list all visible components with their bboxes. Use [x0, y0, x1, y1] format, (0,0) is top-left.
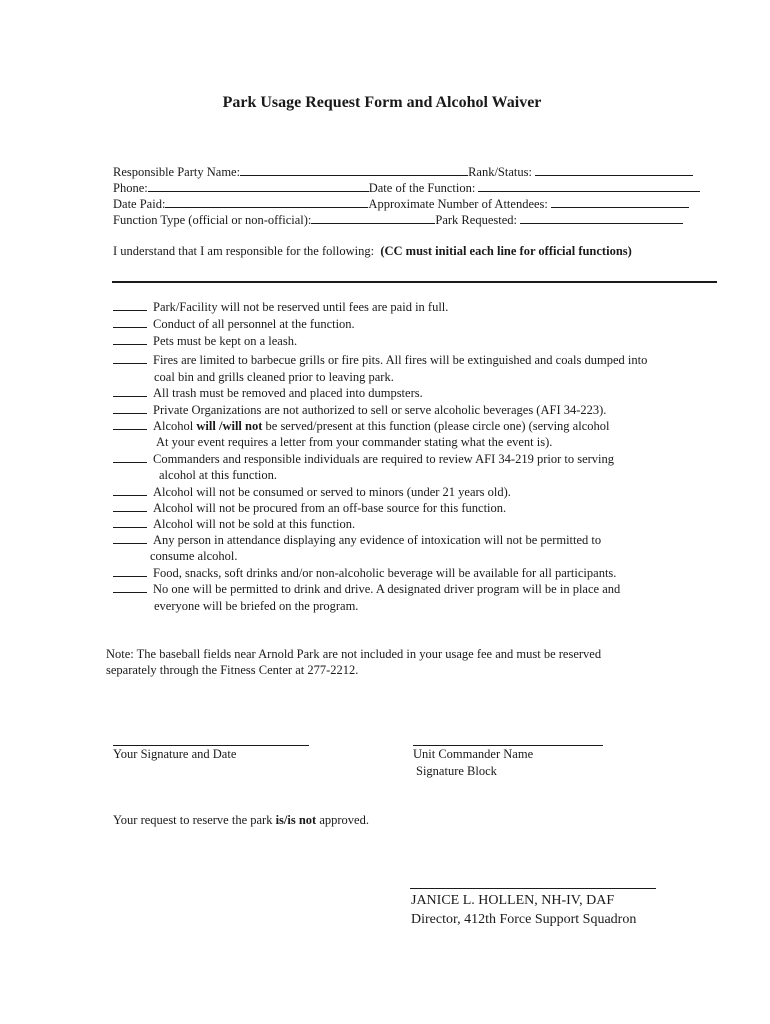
understand-note: (CC must initial each line for official functions)	[380, 244, 632, 258]
list-item-continuation: alcohol at this function.	[159, 468, 278, 482]
divider-rule	[112, 281, 717, 283]
initial-blank[interactable]	[113, 484, 147, 496]
initial-blank[interactable]	[113, 316, 147, 328]
date-function-label: Date of the Function:	[368, 181, 476, 195]
rank-status-label: Rank/Status:	[468, 165, 532, 179]
alcohol-will-will-not-choice[interactable]: will /will not	[196, 419, 263, 433]
list-item: Fires are limited to barbecue grills or fire pits. All fires will be extinguished and coals dumped into	[113, 352, 647, 368]
list-item: Alcohol will not be procured from an off-base source for this function.	[113, 500, 506, 516]
field-row-function-type	[113, 211, 683, 228]
approval-statement: Your request to reserve the park is/is not approved.	[113, 813, 369, 827]
list-item: Alcohol will not be sold at this function.	[113, 516, 355, 532]
form-title: Park Usage Request Form and Alcohol Waiver	[222, 94, 542, 111]
your-signature-line[interactable]	[113, 745, 309, 746]
attendees-label: Approximate Number of Attendees:	[368, 197, 548, 211]
list-item: Private Organizations are not authorized to sell or serve alcoholic beverages (AFI 34-223).	[113, 402, 606, 418]
park-requested-blank[interactable]	[520, 211, 683, 224]
your-signature-label: Your Signature and Date	[113, 747, 237, 761]
list-item: All trash must be removed and placed into dumpsters.	[113, 385, 423, 401]
list-item: Conduct of all personnel at the function.	[113, 316, 355, 332]
initial-blank[interactable]	[113, 385, 147, 397]
understand-text: I understand that I am responsible for the following:	[113, 244, 375, 258]
note-line-2: separately through the Fitness Center at 277-2212.	[106, 663, 359, 677]
initial-blank[interactable]	[113, 500, 147, 512]
commander-name-label: Unit Commander Name	[413, 747, 534, 761]
field-row-phone	[113, 179, 700, 196]
director-name: JANICE L. HOLLEN, NH-IV, DAF	[411, 893, 615, 908]
list-item: Food, snacks, soft drinks and/or non-alcoholic beverage will be available for all participants.	[113, 565, 616, 581]
field-row-date-paid	[113, 195, 689, 212]
date-paid-blank[interactable]	[165, 195, 368, 208]
park-requested-label: Park Requested:	[435, 213, 517, 227]
list-item: Alcohol will /will not be served/present at this function (please circle one) (serving alcohol	[113, 418, 609, 434]
note-line-1: Note: The baseball fields near Arnold Park are not included in your usage fee and must be reserved	[106, 647, 602, 661]
list-item-continuation: consume alcohol.	[150, 549, 238, 563]
understand-statement	[113, 244, 632, 259]
date-paid-label: Date Paid:	[113, 197, 166, 211]
initial-blank[interactable]	[113, 352, 147, 364]
approval-choice[interactable]: is/is not	[275, 813, 317, 827]
director-title: Director, 412th Force Support Squadron	[411, 912, 637, 927]
list-item: Alcohol will not be consumed or served to minors (under 21 years old).	[113, 484, 511, 500]
date-function-blank[interactable]	[478, 179, 700, 192]
field-row-responsible	[113, 163, 693, 180]
list-item-continuation: At your event requires a letter from your commander stating what the event is).	[156, 435, 553, 449]
initial-blank[interactable]	[113, 299, 147, 311]
function-type-label: Function Type (official or non-official):	[113, 213, 312, 227]
initial-blank[interactable]	[113, 418, 147, 430]
list-item: No one will be permitted to drink and drive. A designated driver program will be in place and	[113, 581, 620, 597]
director-signature-line[interactable]	[410, 888, 656, 889]
list-item: Any person in attendance displaying any evidence of intoxication will not be permitted to	[113, 532, 601, 548]
initial-blank[interactable]	[113, 516, 147, 528]
initial-blank[interactable]	[113, 532, 147, 544]
phone-blank[interactable]	[148, 179, 369, 192]
initial-blank[interactable]	[113, 451, 147, 463]
responsible-party-blank[interactable]	[240, 163, 468, 176]
signature-block-label: Signature Block	[416, 764, 497, 778]
list-item-continuation: coal bin and grills cleaned prior to leaving park.	[154, 370, 394, 384]
initial-blank[interactable]	[113, 333, 147, 345]
responsible-party-label: Responsible Party Name:	[113, 165, 241, 179]
attendees-blank[interactable]	[551, 195, 689, 208]
list-item: Commanders and responsible individuals are required to review AFI 34-219 prior to serving	[113, 451, 614, 467]
initial-blank[interactable]	[113, 581, 147, 593]
initial-blank[interactable]	[113, 565, 147, 577]
initial-blank[interactable]	[113, 402, 147, 414]
list-item: Pets must be kept on a leash.	[113, 333, 297, 349]
commander-signature-line[interactable]	[413, 745, 603, 746]
list-item-continuation: everyone will be briefed on the program.	[154, 599, 359, 613]
list-item: Park/Facility will not be reserved until fees are paid in full.	[113, 299, 448, 315]
function-type-blank[interactable]	[311, 211, 435, 224]
phone-label: Phone:	[113, 181, 148, 195]
rank-status-blank[interactable]	[535, 163, 693, 176]
